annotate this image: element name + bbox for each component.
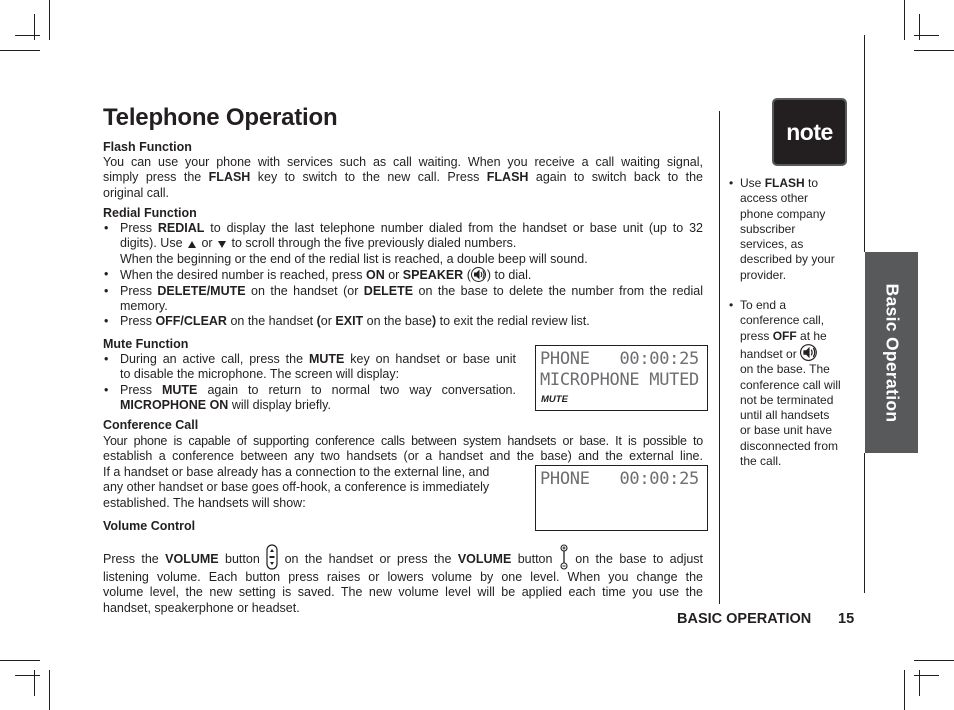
list-item: [103, 352, 516, 383]
crop-mark: [34, 670, 35, 696]
mute-key: MUTE: [308, 352, 345, 366]
text-line: not be terminated: [740, 392, 834, 407]
text-line: listening volume. Each button press raises or lowers volume by one level. When you change the: [103, 570, 703, 584]
list-item: [103, 284, 703, 315]
crop-mark: [914, 50, 954, 51]
speaker-icon: [800, 344, 818, 361]
text-line: access other: [740, 191, 809, 206]
crop-mark: [49, 670, 50, 710]
text-run: Press the: [103, 552, 166, 566]
text-run: During an active call, press the: [120, 352, 309, 366]
crop-mark: [914, 660, 954, 661]
text-line: Your phone is capable of supporting conference calls between system handsets or base. It is possible to: [103, 434, 703, 448]
on-key: ON: [365, 268, 385, 283]
text-line: volume level, the new setting is saved. The new volume level will be applied each time you use the: [103, 585, 703, 600]
text-run: ) to dial.: [486, 268, 532, 283]
crop-mark: [914, 675, 939, 676]
handset-volume-icon: [266, 544, 278, 570]
text-line: phone company: [740, 206, 826, 221]
text-line: • To end a: [740, 298, 787, 313]
volume-body: [103, 544, 703, 616]
off-key: OFF: [772, 328, 797, 343]
text-run: to exit the redial review list.: [436, 314, 590, 329]
delete-key: DELETE: [363, 283, 414, 298]
redial-heading: Redial Function: [103, 206, 197, 220]
flash-body: [103, 155, 703, 201]
text-line: establish a conference between any two handsets (or a handset and the base) and the external line.: [103, 449, 703, 464]
exit-key: EXIT: [335, 314, 364, 329]
text-run: at he: [796, 328, 827, 343]
list-item: [103, 221, 703, 267]
text-line: [740, 344, 851, 362]
text-run: Press: [120, 382, 162, 397]
text-run: key on handset or base unit: [344, 352, 516, 366]
up-arrow-icon: [188, 241, 196, 248]
text-run: (: [463, 268, 471, 283]
text-run: handset or: [740, 346, 801, 361]
crop-mark: [904, 670, 905, 710]
list-item: [103, 267, 703, 283]
lcd-line-1: PHONE 00:00:25: [540, 349, 699, 369]
crop-mark: [0, 50, 40, 51]
list-item: [103, 383, 516, 414]
text-line: any other handset or base goes off-hook, a conference is immediately: [103, 480, 490, 495]
redial-list: [103, 221, 703, 330]
crop-mark: [904, 0, 905, 40]
list-item: [729, 176, 851, 283]
crop-mark: [864, 35, 865, 252]
list-item: [103, 314, 703, 329]
lcd-line-1: PHONE 00:00:25: [540, 469, 699, 489]
base-volume-icon: [559, 544, 569, 570]
text-run: to: [804, 176, 819, 190]
text-run: Press: [120, 221, 158, 235]
text-run: or: [320, 314, 336, 329]
text-line: [120, 383, 516, 398]
text-run: ): [432, 314, 437, 329]
text-line: When the beginning or the end of the redial list is reached, a double beep will sound.: [120, 251, 588, 266]
text-run: again to return to normal two way conversation.: [197, 382, 516, 397]
text-run: on the handset (or: [245, 283, 364, 298]
crop-mark: [15, 675, 40, 676]
text-line: established. The handsets will show:: [103, 495, 306, 510]
text-run: button: [511, 552, 559, 566]
flash-line-2: [103, 170, 703, 185]
text-line: described by your: [740, 252, 835, 267]
text-line: on the base. The: [740, 362, 830, 377]
text-run: on the base to delete the number from the redial: [413, 283, 703, 298]
page-number: 15: [838, 611, 855, 627]
volume-heading: Volume Control: [103, 519, 196, 533]
text-line: [120, 236, 703, 251]
crop-mark: [49, 0, 50, 40]
conference-heading: Conference Call: [103, 418, 199, 432]
text-run: When the desired number is reached, press: [120, 268, 366, 283]
text-line: [120, 221, 703, 236]
side-tab-label: Basic Operation: [882, 283, 902, 422]
text-line: [103, 544, 703, 570]
text-run: on the handset: [226, 314, 317, 329]
text-run: again to switch back to the: [528, 170, 704, 185]
text-run: to display the last telephone number dialed from the handset or base unit (up to 32: [204, 221, 703, 235]
mute-list: [103, 352, 516, 414]
text-run: simply press the: [103, 170, 209, 185]
text-run: press: [740, 328, 773, 343]
crop-mark: [919, 670, 920, 696]
text-run: or: [198, 236, 217, 251]
text-run: Press: [120, 314, 156, 329]
text-line: [740, 176, 851, 191]
crop-mark: [34, 14, 35, 40]
text-line: [120, 284, 703, 299]
speaker-icon: [471, 267, 487, 282]
section-side-tab: [865, 252, 918, 453]
text-run: on the base to adjust: [568, 552, 704, 566]
mute-key: MUTE: [161, 382, 198, 397]
text-run: Use: [740, 176, 765, 190]
mute-indicator: MUTE: [541, 394, 568, 405]
redial-key: REDIAL: [157, 221, 205, 235]
text-line: until all handsets: [740, 408, 830, 423]
off-clear-key: OFF/CLEAR: [155, 314, 227, 329]
mute-heading: Mute Function: [103, 337, 189, 351]
crop-mark: [15, 35, 40, 36]
crop-mark: [914, 35, 939, 36]
note-label: note: [786, 119, 833, 145]
lcd-line-2: MICROPHONE MUTED: [540, 370, 699, 390]
conference-lcd-display: [535, 465, 708, 531]
volume-key: VOLUME: [165, 552, 219, 566]
note-list: [729, 176, 851, 469]
delete-mute-key: DELETE/MUTE: [157, 283, 246, 298]
text-line: to disable the microphone. The screen will display:: [120, 367, 400, 382]
text-line: If a handset or base already has a connection to the external line, and: [103, 464, 490, 479]
flash-key: FLASH: [764, 176, 805, 190]
flash-key: FLASH: [486, 170, 529, 185]
column-divider: [719, 111, 720, 604]
text-line: handset, speakerphone or headset.: [103, 600, 300, 615]
mute-lcd-display: [535, 345, 708, 411]
crop-mark: [919, 14, 920, 40]
text-run: or: [384, 268, 403, 283]
text-line: subscriber: [740, 221, 796, 236]
flash-line-3: original call.: [103, 185, 170, 200]
text-line: [120, 352, 516, 367]
text-line: [740, 329, 851, 344]
text-line: memory.: [120, 299, 168, 314]
text-line: the call.: [740, 454, 782, 469]
text-line: or base unit have: [740, 423, 833, 438]
down-arrow-icon: [218, 241, 226, 248]
text-run: Press: [120, 283, 158, 298]
crop-mark: [864, 453, 865, 593]
list-item: [729, 298, 851, 469]
text-line: conference call will: [740, 377, 841, 392]
text-run: (: [316, 314, 321, 329]
text-run: button: [218, 552, 267, 566]
speaker-key: SPEAKER: [402, 268, 464, 283]
text-line: services, as: [740, 237, 804, 252]
flash-heading: Flash Function: [103, 140, 192, 154]
volume-key: VOLUME: [457, 552, 512, 566]
text-run: on the handset or press the: [278, 552, 458, 566]
crop-mark: [0, 660, 40, 661]
text-run: digits). Use: [120, 236, 186, 251]
text-line: provider.: [740, 267, 787, 282]
text-line: [120, 398, 516, 413]
footer-section-label: BASIC OPERATION: [677, 611, 812, 627]
microphone-on-text: MICROPHONE ON: [120, 398, 229, 413]
note-badge: [772, 98, 847, 166]
flash-key: FLASH: [208, 170, 251, 185]
text-run: on the base: [363, 314, 432, 329]
text-line: conference call,: [740, 313, 825, 328]
text-run: will display briefly.: [228, 398, 331, 413]
text-run: to scroll through the five previously dialed numbers.: [228, 236, 517, 251]
text-line: disconnected from: [740, 438, 839, 453]
text-run: key to switch to the new call. Press: [250, 170, 487, 185]
flash-line-1: You can use your phone with services such as call waiting. When you receive a call waiting signal,: [103, 155, 703, 169]
page-title: Telephone Operation: [103, 104, 338, 131]
